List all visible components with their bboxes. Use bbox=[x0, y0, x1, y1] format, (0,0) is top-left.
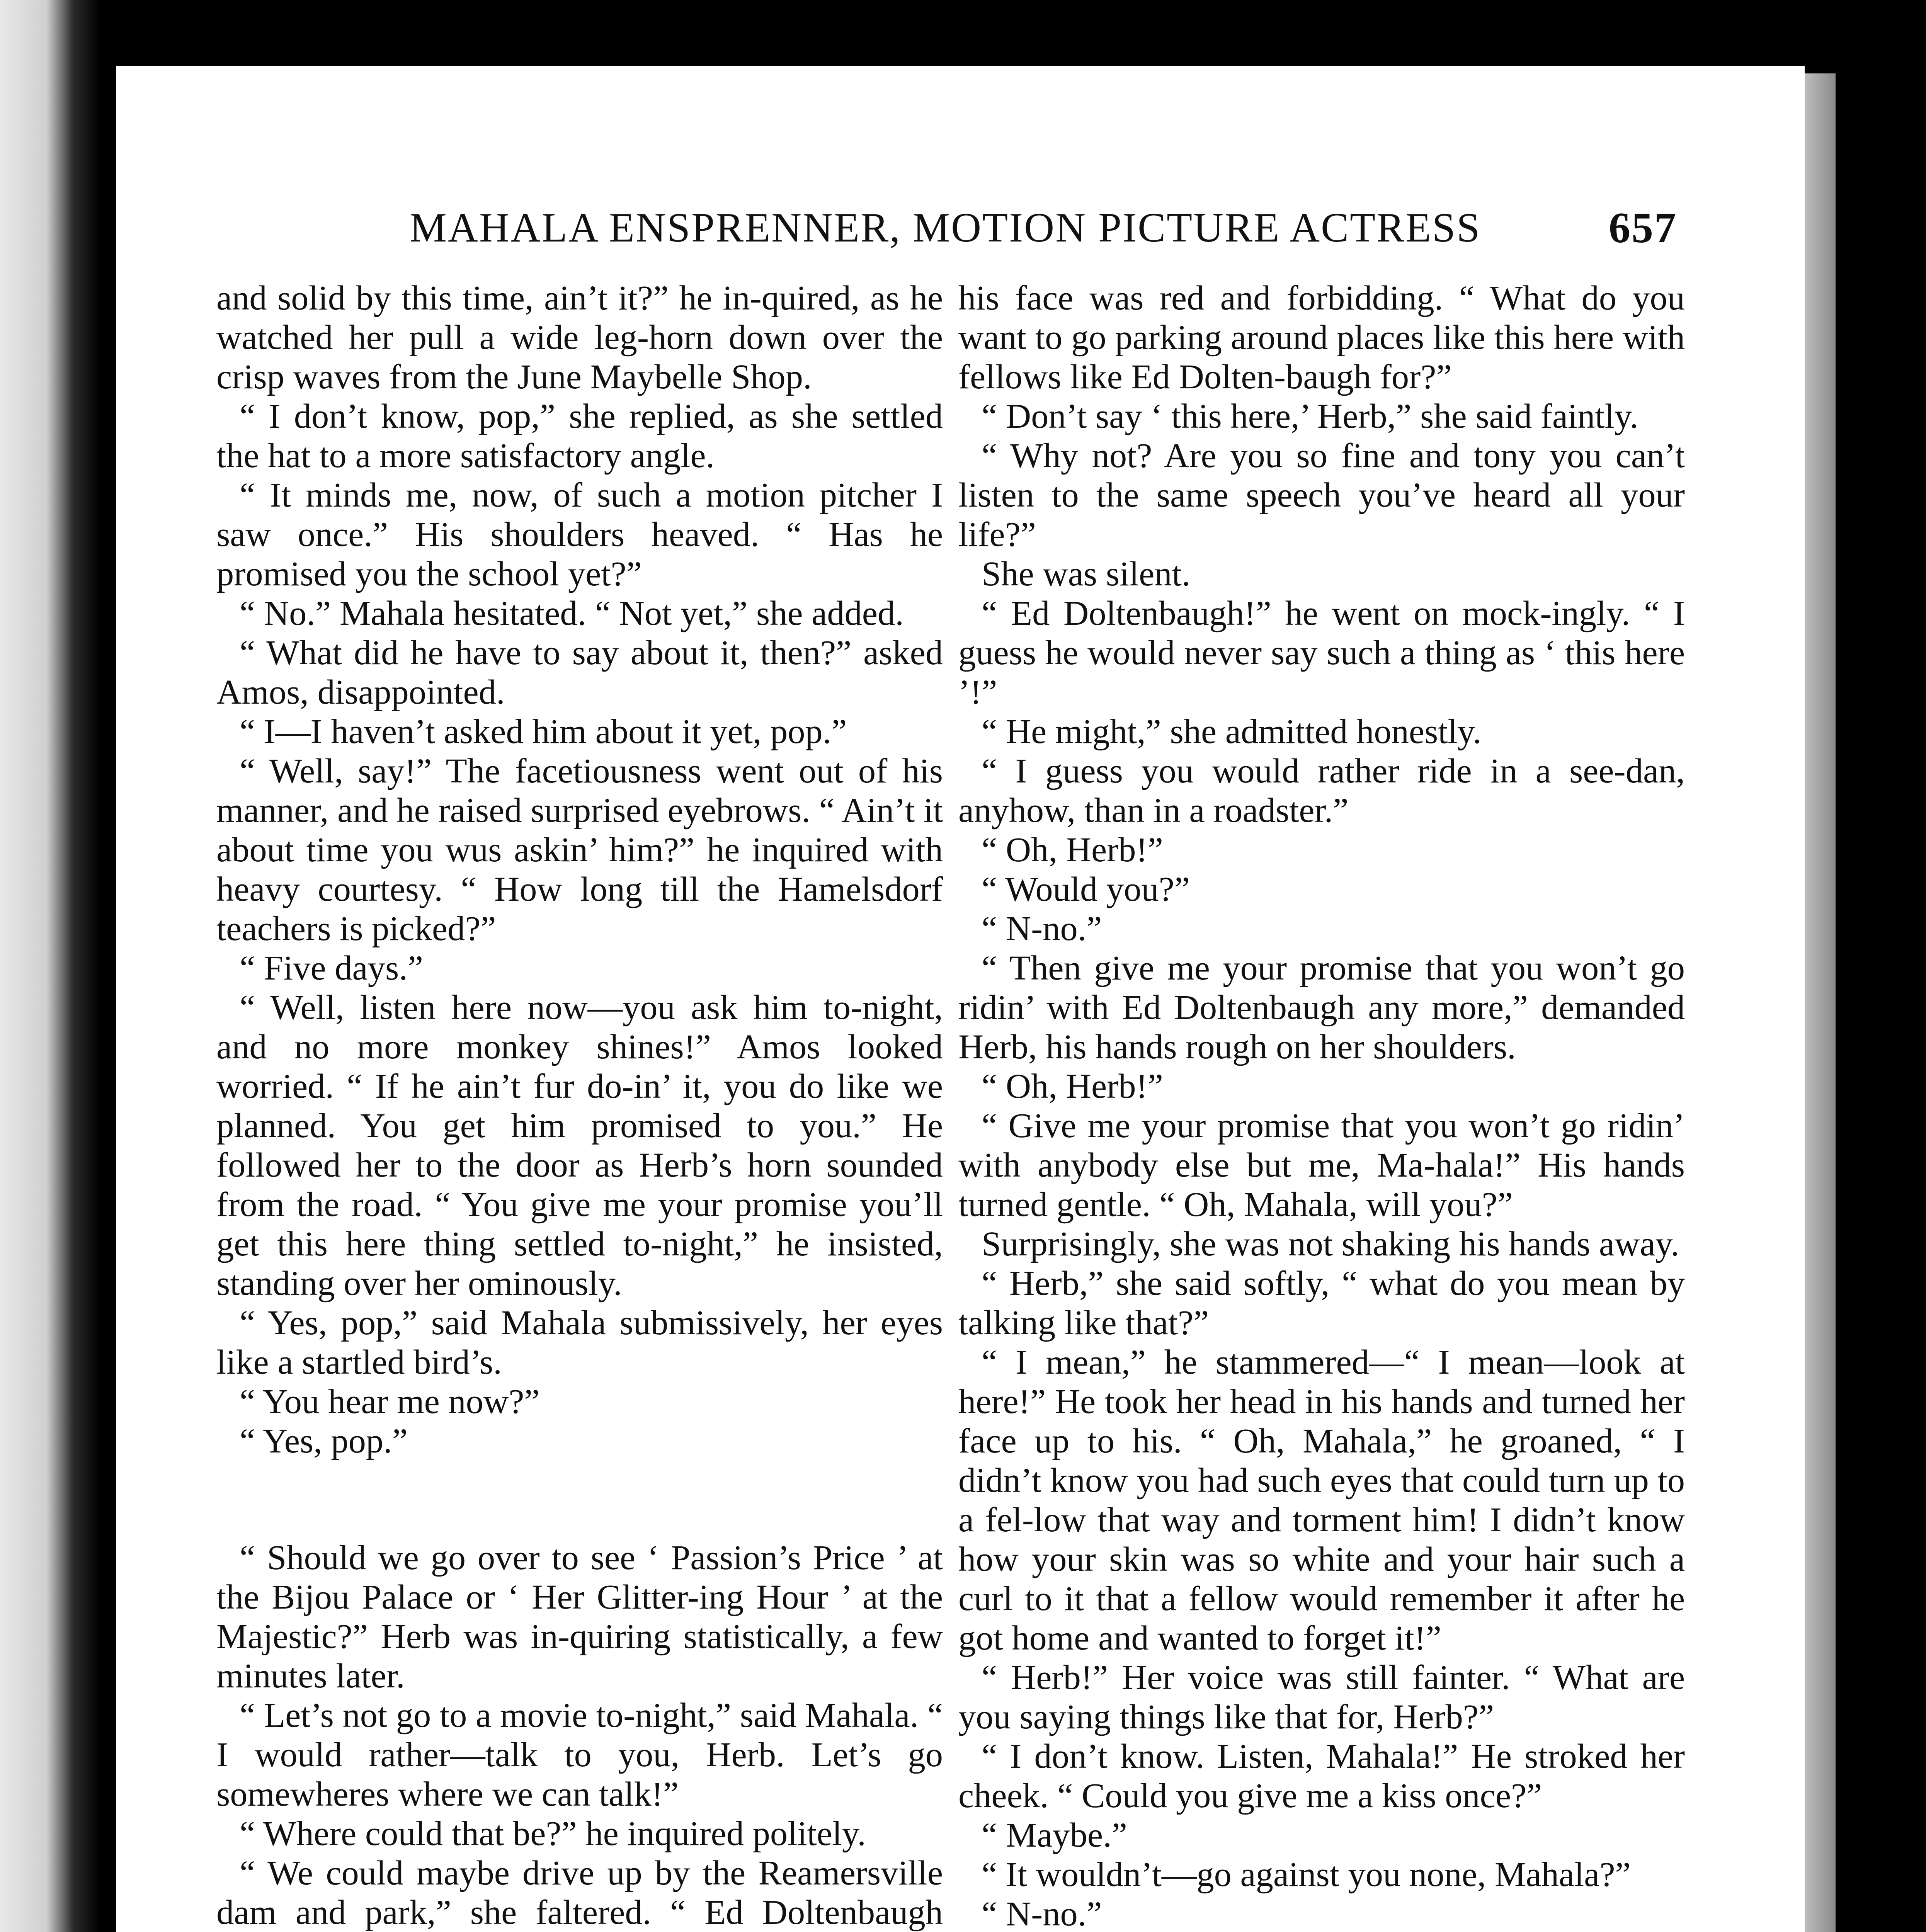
paragraph: “ Give me your promise that you won’t go ridin’ with anybody else but me, Ma-hala!” His hands turned gentle. “ Oh, Mahala, will you?” bbox=[958, 1106, 1685, 1224]
paragraph: “ Well, say!” The facetiousness went out of his manner, and he raised surprised eyebrows. “ Ain’t it about time you wus askin’ him?” he inquired with heavy courtesy. “ How long till the Hamelsdorf teachers is picked?” bbox=[216, 751, 943, 948]
paragraph: “ Herb,” she said softly, “ what do you mean by talking like that?” bbox=[958, 1264, 1685, 1342]
paragraph: “ Ed Doltenbaugh!” he went on mock-ingly. “ I guess he would never say such a thing as ‘ this here ’!” bbox=[958, 594, 1685, 711]
paragraph: “ Let’s not go to a movie to-night,” said Mahala. “ I would rather—talk to you, Herb. Let’s go somewheres where we can talk!” bbox=[216, 1696, 943, 1813]
right-column bbox=[958, 278, 1685, 1932]
paragraph: “ I—I haven’t asked him about it yet, pop.” bbox=[240, 712, 847, 751]
paragraph: “ You hear me now?” bbox=[240, 1382, 540, 1421]
paragraph: his face was red and forbidding. “ What do you want to go parking around places like this here with fellows like Ed Dolten-baugh for?” bbox=[958, 278, 1685, 396]
paragraph: “ Maybe.” bbox=[982, 1815, 1127, 1854]
running-head bbox=[410, 193, 1677, 263]
paragraph: “ I don’t know, pop,” she replied, as she settled the hat to a more satisfactory angle. bbox=[216, 396, 943, 475]
running-head-title: MAHALA ENSPRENNER, MOTION PICTURE ACTRESS bbox=[410, 205, 1481, 251]
book-spine-shadow bbox=[0, 0, 116, 1932]
paragraph: She was silent. bbox=[982, 554, 1191, 593]
paragraph: “ N-no.” bbox=[982, 909, 1102, 948]
paragraph: Surprisingly, she was not shaking his hands away. bbox=[982, 1224, 1679, 1263]
paragraph: “ Herb!” Her voice was still fainter. “ What are you saying things like that for, Herb?” bbox=[958, 1658, 1685, 1736]
paragraph: “ Then give me your promise that you won’t go ridin’ with Ed Doltenbaugh any more,” demanded Herb, his hands rough on her shoulders. bbox=[958, 948, 1685, 1066]
paragraph: “ Yes, pop,” said Mahala submissively, her eyes like a startled bird’s. bbox=[216, 1303, 943, 1381]
paragraph: “ Well, listen here now—you ask him to-night, and no more monkey shines!” Amos looked worried. “ If he ain’t fur do-in’ it, you do like we planned. You get him promised to you.” He followed her to the door as Herb’s horn sounded from the road. “ You give me your promise you’ll get this here thing settled to-night,” he insisted, standing over her ominously. bbox=[216, 988, 943, 1303]
paragraph: “ I mean,” he stammered—“ I mean—look at here!” He took her head in his hands and turned her face up to his. “ Oh, Mahala,” he groaned, “ I didn’t know you had such eyes that could turn up to a fel-low that way and torment him! I didn’t know how your skin was so white and your hair such a curl to it that a fellow would remember it after he got home and wanted to forget it!” bbox=[958, 1342, 1685, 1657]
paragraph: “ Why not? Are you so fine and tony you can’t listen to the same speech you’ve heard all your life?” bbox=[958, 436, 1685, 554]
paragraph: “ I don’t know. Listen, Mahala!” He stroked her cheek. “ Could you give me a kiss once?” bbox=[958, 1736, 1685, 1815]
paragraph: “ What did he have to say about it, then?” asked Amos, disappointed. bbox=[216, 633, 943, 711]
page-edge bbox=[1805, 73, 1836, 1932]
paragraph: “ Yes, pop.” bbox=[240, 1421, 408, 1460]
paragraph: “ Would you?” bbox=[982, 869, 1190, 908]
paragraph: “ He might,” she admitted honestly. bbox=[982, 712, 1482, 751]
paragraph: and solid by this time, ain’t it?” he in-quired, as he watched her pull a wide leg-horn down over the crisp waves from the June Maybelle Shop. bbox=[216, 278, 943, 396]
page-number: 657 bbox=[1609, 204, 1677, 252]
paragraph: “ No.” Mahala hesitated. “ Not yet,” she added. bbox=[240, 594, 904, 633]
paragraph: “ Should we go over to see ‘ Passion’s Price ’ at the Bijou Palace or ‘ Her Glitter-ing Hour ’ at the Majestic?” Herb was in-quiring statistically, a few minutes later. bbox=[216, 1538, 943, 1695]
paragraph: “ Oh, Herb!” bbox=[982, 830, 1163, 869]
paragraph: “ Where could that be?” he inquired politely. bbox=[240, 1814, 866, 1853]
paragraph: “ Five days.” bbox=[240, 948, 423, 987]
paragraph: “ Oh, Herb!” bbox=[982, 1066, 1163, 1105]
paragraph: “ I guess you would rather ride in a see-dan, anyhow, than in a roadster.” bbox=[958, 751, 1685, 830]
paragraph: “ Don’t say ‘ this here,’ Herb,” she said faintly. bbox=[982, 396, 1638, 435]
left-column bbox=[216, 278, 943, 1932]
paragraph: “ It minds me, now, of such a motion pitcher I saw once.” His shoulders heaved. “ Has he promised you the school yet?” bbox=[216, 475, 943, 593]
paragraph: “ It wouldn’t—go against you none, Mahala?” bbox=[982, 1855, 1631, 1894]
paragraph: “ We could maybe drive up by the Reamersville dam and park,” she faltered. “ Ed Doltenbaugh bbox=[216, 1853, 943, 1932]
paragraph: “ N-no.” bbox=[982, 1894, 1102, 1932]
